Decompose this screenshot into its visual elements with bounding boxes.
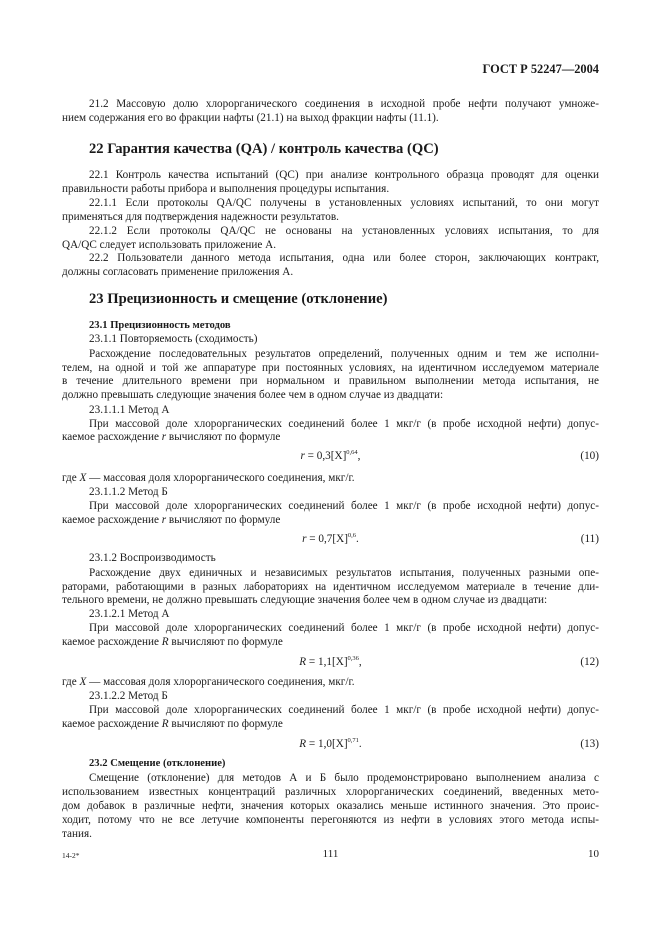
bias-text-line: тания.	[62, 828, 92, 840]
reproducibility-text-line: Расхождение двух единичных и независимых результатов испытания, полученных разными опе-	[89, 567, 599, 579]
method-a-text-line: каемое расхождение R вычисляют по формуле	[62, 636, 283, 648]
bias-text-line: ходит, потому что не все летучие компоненты перегоняются из нефти в условиях этого метода испы-	[62, 814, 599, 826]
repeatability-text-line: телем, на одной и той же аппаратуре при постоянных условиях, на идентичном исследуемом материале	[62, 362, 599, 374]
section-22-line: 22.2 Пользователи данного метода испытания, одна или более сторон, заключающих контракт,	[89, 252, 599, 264]
section-22-line: QA/QC следует использовать приложение А.	[62, 239, 277, 251]
section-23-heading: 23 Прецизионность и смещение (отклонение)	[89, 291, 388, 307]
method-b-heading: 23.1.2.2 Метод Б	[89, 690, 168, 702]
method-b-text-line: При массовой доле хлорорганических соединений более 1 мкг/г (в пробе исходной нефти) допус-	[89, 704, 599, 716]
subsection-23-2-heading: 23.2 Смещение (отклонение)	[89, 758, 226, 769]
reproducibility-text-line: тельного времени, не должно превышать следующие значения более чем в одном случае из двадцати:	[62, 594, 548, 606]
print-mark: 14-2*	[62, 851, 80, 860]
repeatability-text-line: Расхождение последовательных результатов определений, полученных одним и тем же исполни-	[89, 348, 599, 360]
reproducibility-heading: 23.1.2 Воспроизводимость	[89, 552, 216, 564]
section-22-line: правильности работы прибора и выполнения процедуры испытания.	[62, 183, 390, 195]
repeatability-heading: 23.1.1 Повторяемость (сходимость)	[89, 333, 258, 345]
method-a-text-line: каемое расхождение r вычисляют по формуле	[62, 431, 281, 443]
method-a-text-line: При массовой доле хлорорганических соединений более 1 мкг/г (в пробе исходной нефти) допус-	[89, 418, 599, 430]
formula-12: $R = 1,1[X]^{0,36}$, (12)	[299, 655, 599, 668]
formula-number: (12)	[580, 656, 599, 668]
repeatability-text-line: в течение длительного времени при нормальном и правильном выполнении метода испытания, не	[62, 375, 599, 387]
subsection-23-1-heading: 23.1 Прецизионность методов	[89, 320, 231, 331]
method-b-text-line: каемое расхождение R вычисляют по формуле	[62, 718, 283, 730]
formula-number: (13)	[580, 738, 599, 750]
bias-text-line: использованием известных концентраций различных хлорорганических соединений, введенных мето-	[62, 786, 599, 798]
reproducibility-text-line: раторами, работающими в разных лабораториях на идентичном исследуемом материале в течение дли-	[62, 581, 599, 593]
formula-number: (11)	[580, 533, 599, 545]
page-number: 111	[322, 848, 339, 860]
section-22-heading: 22 Гарантия качества (QA) / контроль качества (QC)	[89, 141, 439, 157]
repeatability-text-line: должно превышать следующие значения более чем в одном случае из двадцати:	[62, 389, 444, 401]
method-a-text-line: При массовой доле хлорорганических соединений более 1 мкг/г (в пробе исходной нефти) допус-	[89, 622, 599, 634]
bias-text-line: Смещение (отклонение) для методов А и Б было продемонстрировано выполнением анализа с	[89, 772, 599, 784]
section-22-line: 22.1.1 Если протоколы QA/QC получены в установленных условиях испытаний, то они могут	[89, 197, 599, 209]
formula-number: (10)	[580, 450, 599, 462]
formula-11: $r = 0,7[X]^{0,6}$. (11)	[302, 532, 599, 545]
method-b-text-line: При массовой доле хлорорганических соединений более 1 мкг/г (в пробе исходной нефти) допус-	[89, 500, 599, 512]
bias-text-line: дом добавок в различные нефти, значения которых оказались меньше истинного значения. Это проис-	[62, 800, 599, 812]
section-22-line: 22.1 Контроль качества испытаний (QC) при анализе контрольного образца проводят для оценки	[89, 169, 599, 181]
formula-legend: где X — массовая доля хлорорганического соединения, мкг/г.	[62, 676, 355, 688]
section-22-line: применяться для подтверждения надежности результатов.	[62, 211, 339, 223]
sheet-number: 10	[588, 848, 599, 860]
formula-legend: где X — массовая доля хлорорганического соединения, мкг/г.	[62, 472, 355, 484]
formula-13: $R = 1,0[X]^{0,71}$. (13)	[299, 737, 599, 750]
method-b-text-line: каемое расхождение r вычисляют по формуле	[62, 514, 281, 526]
paragraph-21-2-line-1: 21.2 Массовую долю хлорорганического соединения в исходной пробе нефти получают умноже-	[89, 98, 599, 110]
paragraph-21-2-line-2: нием содержания его во фракции нафты (21.1) на выход фракции нафты (11.1).	[62, 112, 439, 124]
section-22-line: должны согласовать применение приложения А.	[62, 266, 294, 278]
standard-number: ГОСТ Р 52247—2004	[482, 62, 599, 76]
method-a-heading: 23.1.2.1 Метод А	[89, 608, 170, 620]
method-a-heading: 23.1.1.1 Метод А	[89, 404, 170, 416]
method-b-heading: 23.1.1.2 Метод Б	[89, 486, 168, 498]
formula-10: $r = 0,3[X]^{0,64}$, (10)	[300, 449, 599, 462]
section-22-line: 22.1.2 Если протоколы QA/QC не основаны на установленных условиях испытания, то для	[89, 225, 599, 237]
